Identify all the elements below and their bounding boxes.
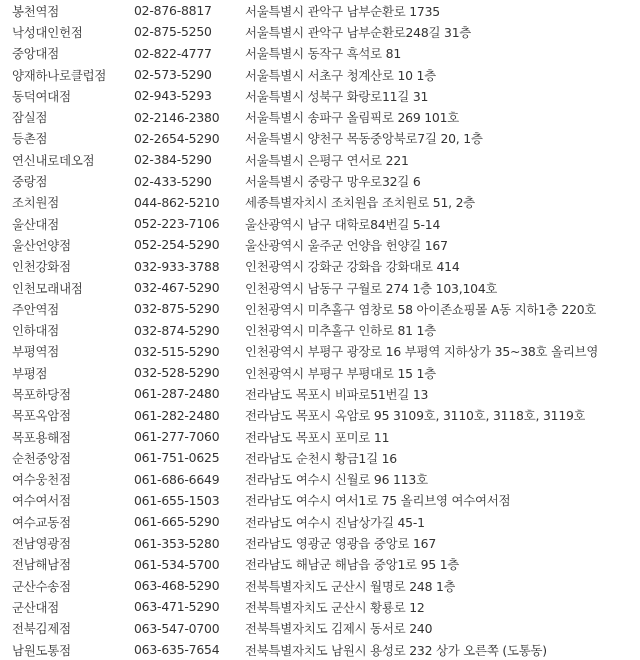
store-phone: 063-547-0700 — [134, 620, 220, 636]
store-row — [0, 618, 640, 639]
store-row — [0, 128, 640, 149]
store-address: 전라남도 목포시 옥암로 95 3109호, 3110호, 3118호, 3119호 — [245, 408, 586, 424]
store-name: 군산대점 — [12, 599, 60, 615]
store-phone: 061-282-2480 — [134, 407, 220, 423]
store-phone: 061-751-0625 — [134, 450, 220, 466]
store-row — [0, 85, 640, 106]
store-phone: 032-515-5290 — [134, 343, 220, 359]
store-address: 서울특별시 중랑구 망우로32길 6 — [245, 174, 421, 190]
store-address: 인천광역시 미추홀구 염창로 58 아이존쇼핑몰 A동 지하1층 220호 — [245, 301, 597, 317]
store-phone: 061-655-1503 — [134, 492, 220, 508]
store-address: 울산광역시 남구 대학로84번길 5-14 — [245, 216, 441, 232]
store-address: 전라남도 여수시 신월로 96 113호 — [245, 472, 428, 488]
store-row — [0, 213, 640, 234]
store-row — [0, 362, 640, 383]
store-address: 인천광역시 미추홀구 인하로 81 1층 — [245, 323, 437, 339]
store-name: 순천중앙점 — [12, 450, 71, 466]
store-name: 울산언양점 — [12, 237, 71, 253]
store-address: 인천광역시 강화군 강화읍 강화대로 414 — [245, 259, 460, 275]
store-phone: 061-353-5280 — [134, 535, 220, 551]
store-phone: 032-874-5290 — [134, 322, 220, 338]
store-name: 봉천역점 — [12, 3, 60, 19]
store-name: 전남영광점 — [12, 536, 71, 552]
store-address: 인천광역시 부평구 부평대로 15 1층 — [245, 365, 437, 381]
store-address: 전라남도 영광군 영광읍 중앙로 167 — [245, 536, 437, 552]
store-name: 잠실점 — [12, 110, 48, 126]
store-name: 연신내로데오점 — [12, 152, 95, 168]
store-row — [0, 21, 640, 42]
store-row — [0, 383, 640, 404]
store-name: 여수웅천점 — [12, 472, 71, 488]
store-address: 울산광역시 울주군 언양읍 헌양길 167 — [245, 237, 448, 253]
store-address: 인천광역시 남동구 구월로 274 1층 103,104호 — [245, 280, 498, 296]
store-row — [0, 319, 640, 340]
store-name: 주안역점 — [12, 301, 60, 317]
store-phone: 061-534-5700 — [134, 556, 220, 572]
store-phone: 061-287-2480 — [134, 386, 220, 402]
store-name: 여수여서점 — [12, 493, 71, 509]
store-row — [0, 447, 640, 468]
store-row — [0, 511, 640, 532]
store-address: 전북특별자치도 김제시 동서로 240 — [245, 621, 433, 637]
store-row — [0, 106, 640, 127]
store-row — [0, 298, 640, 319]
store-row — [0, 405, 640, 426]
store-name: 전북김제점 — [12, 621, 71, 637]
store-name: 목포용해점 — [12, 429, 71, 445]
store-phone: 061-686-6649 — [134, 471, 220, 487]
store-name: 남원도통점 — [12, 642, 71, 658]
store-row — [0, 149, 640, 170]
store-address: 전라남도 여수시 진남상가길 45-1 — [245, 514, 425, 530]
store-name: 낙성대인헌점 — [12, 24, 83, 40]
store-name: 중앙대점 — [12, 46, 60, 62]
store-row — [0, 596, 640, 617]
store-row — [0, 490, 640, 511]
store-name: 여수교동점 — [12, 514, 71, 530]
store-row — [0, 639, 640, 660]
store-phone: 032-528-5290 — [134, 365, 220, 381]
store-name: 인천강화점 — [12, 259, 71, 275]
store-address: 인천광역시 부평구 광장로 16 부평역 지하상가 35~38호 올리브영 — [245, 344, 599, 360]
store-phone: 02-384-5290 — [134, 152, 212, 168]
store-address: 서울특별시 성북구 화랑로11길 31 — [245, 88, 429, 104]
store-name: 인하대점 — [12, 323, 60, 339]
store-phone: 063-468-5290 — [134, 578, 220, 594]
store-phone: 02-822-4777 — [134, 45, 212, 61]
store-address: 전라남도 목포시 비파로51번길 13 — [245, 386, 429, 402]
store-row — [0, 0, 640, 21]
store-row — [0, 277, 640, 298]
store-address: 전라남도 여수시 여서1로 75 올리브영 여수여서점 — [245, 493, 511, 509]
store-address: 서울특별시 은평구 연서로 221 — [245, 152, 409, 168]
store-name: 양재하나로클럽점 — [12, 67, 107, 83]
store-name: 울산대점 — [12, 216, 60, 232]
store-row — [0, 554, 640, 575]
store-address: 서울특별시 서초구 청계산로 10 1층 — [245, 67, 437, 83]
store-phone: 061-277-7060 — [134, 429, 220, 445]
store-phone: 02-573-5290 — [134, 67, 212, 83]
store-name: 중랑점 — [12, 174, 48, 190]
store-phone: 061-665-5290 — [134, 514, 220, 530]
store-name: 목포하당점 — [12, 386, 71, 402]
store-phone: 032-467-5290 — [134, 280, 220, 295]
store-name: 군산수송점 — [12, 578, 71, 594]
store-phone: 02-943-5293 — [134, 88, 212, 104]
store-address: 전라남도 해남군 해남읍 중앙1로 95 1층 — [245, 557, 460, 573]
store-row — [0, 170, 640, 191]
store-row — [0, 532, 640, 553]
store-address: 세종특별자치시 조치원읍 조치원로 51, 2층 — [245, 195, 476, 211]
store-phone: 02-2654-5290 — [134, 130, 220, 146]
store-address: 전라남도 순천시 황금1길 16 — [245, 450, 397, 466]
store-address: 전북특별자치도 군산시 황룡로 12 — [245, 599, 425, 615]
store-name: 부평역점 — [12, 344, 60, 360]
store-address: 전북특별자치도 남원시 용성로 232 상가 오른쪽 (도통동) — [245, 642, 547, 658]
store-name: 조치원점 — [12, 195, 60, 211]
store-name: 목포옥암점 — [12, 408, 71, 424]
store-address: 서울특별시 관악구 남부순환로 1735 — [245, 3, 440, 19]
store-row — [0, 426, 640, 447]
store-row — [0, 234, 640, 255]
store-phone: 02-2146-2380 — [134, 109, 220, 125]
store-phone: 02-875-5250 — [134, 24, 212, 40]
store-row — [0, 192, 640, 213]
store-phone: 032-875-5290 — [134, 301, 220, 317]
store-phone: 063-471-5290 — [134, 599, 220, 615]
store-phone: 044-862-5210 — [134, 194, 220, 210]
store-phone: 063-635-7654 — [134, 642, 220, 658]
store-address: 서울특별시 송파구 올림픽로 269 101호 — [245, 110, 460, 126]
store-name: 등촌점 — [12, 131, 48, 147]
store-row — [0, 64, 640, 85]
store-phone: 02-433-5290 — [134, 173, 212, 189]
store-phone: 032-933-3788 — [134, 258, 220, 274]
store-row — [0, 341, 640, 362]
store-address: 서울특별시 동작구 흑석로 81 — [245, 46, 402, 62]
store-row — [0, 469, 640, 490]
store-address: 전북특별자치도 군산시 월명로 248 1층 — [245, 578, 456, 594]
store-name: 인천모래내점 — [12, 280, 83, 296]
store-row — [0, 43, 640, 64]
store-phone: 052-223-7106 — [134, 216, 220, 232]
store-name: 부평점 — [12, 365, 48, 381]
store-phone: 052-254-5290 — [134, 237, 220, 253]
store-row — [0, 575, 640, 596]
store-address: 전라남도 목포시 포미로 11 — [245, 429, 390, 445]
store-phone: 02-876-8817 — [134, 3, 212, 19]
store-address: 서울특별시 양천구 목동중앙북로7길 20, 1층 — [245, 131, 483, 147]
store-name: 동덕여대점 — [12, 88, 71, 104]
store-address: 서울특별시 관악구 남부순환로248길 31층 — [245, 24, 472, 40]
store-name: 전남해남점 — [12, 557, 71, 573]
store-row — [0, 256, 640, 277]
